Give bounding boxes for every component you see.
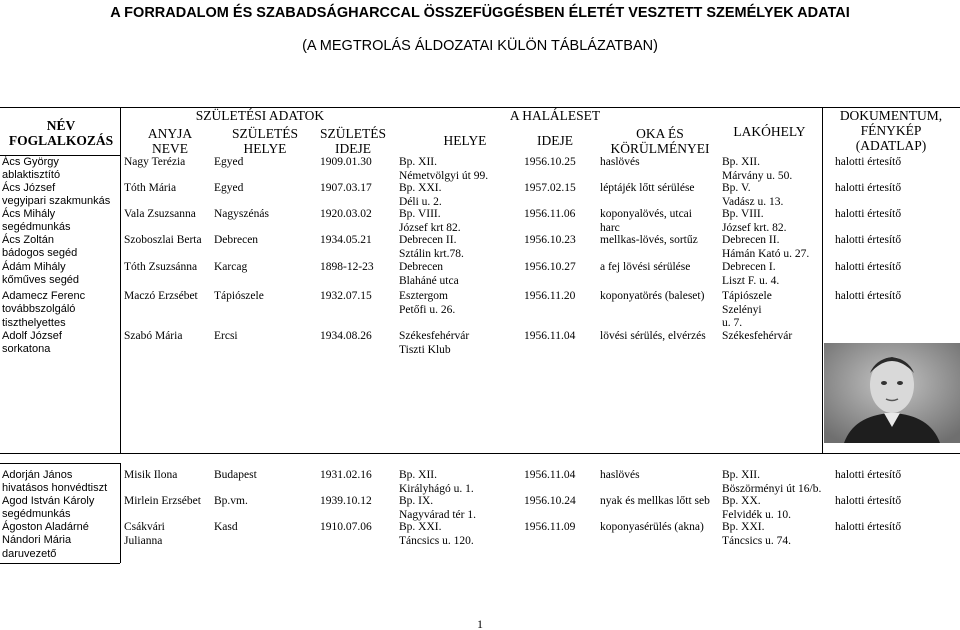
cell-cause: koponyalövés, utcai harc	[600, 208, 692, 234]
cell-job: bádogos segéd	[2, 247, 78, 259]
cell-doc: halotti értesítő	[835, 182, 902, 194]
cell-mother: Csákvári Julianna	[124, 521, 165, 547]
page-title: A FORRADALOM ÉS SZABADSÁGHARCCAL ÖSSZEFÜGGÉSBEN ÉLETÉT VESZTETT SZEMÉLYEK ADATAI	[110, 5, 850, 21]
cell-mother: Tóth Zsuzsánna	[124, 261, 198, 273]
cell-job: sorkatona	[2, 343, 51, 355]
cell-cause: koponyasérülés (akna)	[600, 521, 704, 533]
cell-death-place: Bp. XXI. Déli u. 2.	[399, 182, 442, 208]
cell-name: Ágoston Aladárné	[2, 521, 89, 533]
cell-death-place: Esztergom Petőfi u. 26.	[399, 290, 456, 316]
cell-residence: Bp. XII. Márvány u. 50.	[722, 156, 793, 182]
portrait-photo	[824, 343, 960, 443]
cell-name: Ács Mihály	[2, 208, 56, 220]
cell-doc: halotti értesítő	[835, 521, 902, 533]
cell-residence: Debrecen I. Liszt F. u. 4.	[722, 261, 780, 287]
cell-birth-date: 1934.08.26	[320, 330, 372, 342]
cell-death-date: 1956.10.23	[524, 234, 576, 246]
cell-birth-date: 1939.10.12	[320, 495, 372, 507]
cell-doc: halotti értesítő	[835, 495, 902, 507]
cell-mother: Mirlein Erzsébet	[124, 495, 201, 507]
header-halaleset: A HALÁLESET	[509, 108, 601, 123]
cell-birth-date: 1934.05.21	[320, 234, 372, 246]
cell-doc: halotti értesítő	[835, 261, 902, 273]
cell-residence: Bp. XX. Felvidék u. 10.	[722, 495, 791, 521]
cell-cause: lövési sérülés, elvérzés	[600, 330, 706, 342]
cell-birth-date: 1931.02.16	[320, 469, 372, 481]
cell-mother: Nagy Terézia	[124, 156, 186, 168]
header-halal-helye: HELYE	[443, 133, 487, 148]
cell-residence: Tápiószele Szelényi u. 7.	[722, 290, 772, 329]
cell-death-date: 1956.10.24	[524, 495, 576, 507]
cell-mother: Misik Ilona	[124, 469, 178, 481]
header-halal-ideje: IDEJE	[537, 133, 573, 148]
cell-death-date: 1957.02.15	[524, 182, 576, 194]
cell-mother: Szabó Mária	[124, 330, 183, 342]
cell-birth-place: Nagyszénás	[214, 208, 269, 220]
cell-residence: Debrecen II. Hámán Kató u. 27.	[722, 234, 810, 260]
cell-name: Ádám Mihály	[2, 261, 66, 273]
cell-residence: Bp. V. Vadász u. 13.	[722, 182, 784, 208]
cell-cause: nyak és mellkas lőtt seb	[600, 495, 710, 507]
header-adatlap: (ADATLAP)	[855, 138, 927, 153]
cell-birth-date: 1932.07.15	[320, 290, 372, 302]
cell-job: vegyipari szakmunkás	[2, 195, 111, 207]
cell-cause: koponyatörés (baleset)	[600, 290, 705, 302]
cell-residence: Bp. XII. Böszörményi út 16/b.	[722, 469, 822, 495]
header-anyja: ANYJA	[147, 126, 193, 141]
header-fenykep: FÉNYKÉP	[860, 123, 922, 138]
cell-doc: halotti értesítő	[835, 208, 902, 220]
cell-doc: halotti értesítő	[835, 234, 902, 246]
cell-birth-date: 1910.07.06	[320, 521, 372, 533]
cell-job: segédmunkás	[2, 221, 71, 233]
cell-job: kőműves segéd	[2, 274, 80, 286]
page-subtitle: (A MEGTROLÁS ÁLDOZATAI KÜLÖN TÁBLÁZATBAN)	[302, 38, 658, 54]
cell-death-place: Székesfehérvár Tiszti Klub	[399, 330, 470, 356]
cell-mother: Tóth Mária	[124, 182, 177, 194]
cell-death-date: 1956.11.20	[524, 290, 576, 302]
cell-name: Adamecz Ferenc	[2, 290, 86, 302]
cell-cause: mellkas-lövés, sortűz	[600, 234, 698, 246]
cell-death-place: Bp. XXI. Táncsics u. 120.	[399, 521, 474, 547]
cell-birth-place: Debrecen	[214, 234, 259, 246]
header-foglalkozas: FOGLALKOZÁS	[8, 133, 114, 148]
cell-name: Ács Zoltán	[2, 234, 54, 246]
header-nev: NÉV	[46, 118, 76, 133]
cell-birth-place: Egyed	[214, 182, 244, 194]
cell-residence: Bp. XXI. Táncsics u. 74.	[722, 521, 791, 547]
header-lakohely: LAKÓHELY	[733, 124, 806, 139]
cell-birth-date: 1920.03.02	[320, 208, 372, 220]
cell-birth-place: Bp.vm.	[214, 495, 248, 507]
cell-death-place: Bp. XII. Németvölgyi út 99.	[399, 156, 489, 182]
cell-death-date: 1956.10.25	[524, 156, 576, 168]
cell-death-place: Debrecen Blaháné utca	[399, 261, 459, 287]
cell-name: Adorján János	[2, 469, 73, 481]
header-szuletes-ideje-2: IDEJE	[335, 141, 371, 156]
header-szuletesi-adatok: SZÜLETÉSI ADATOK	[195, 108, 325, 123]
header-oka-2: KÖRÜLMÉNYEI	[610, 141, 710, 156]
header-szuletes-ideje-1: SZÜLETÉS	[320, 126, 386, 141]
page-number: 1	[477, 617, 483, 630]
cell-birth-date: 1909.01.30	[320, 156, 372, 168]
cell-death-date: 1956.11.04	[524, 469, 576, 481]
cell-death-date: 1956.11.04	[524, 330, 576, 342]
cell-death-date: 1956.11.06	[524, 208, 576, 220]
header-szuletes-helye-2: HELYE	[243, 141, 287, 156]
cell-birth-place: Kasd	[214, 521, 238, 533]
cell-mother: Maczó Erzsébet	[124, 290, 198, 302]
cell-job: Nándori Mária daruvezető	[2, 534, 72, 560]
cell-mother: Szoboszlai Berta	[124, 234, 202, 246]
cell-birth-place: Karcag	[214, 261, 248, 273]
cell-cause: haslövés	[600, 469, 640, 481]
cell-name: Agod István Károly	[2, 495, 95, 507]
cell-mother: Vala Zsuzsanna	[124, 208, 196, 220]
cell-job: segédmunkás	[2, 508, 71, 520]
cell-cause: haslövés	[600, 156, 640, 168]
cell-death-date: 1956.10.27	[524, 261, 576, 273]
cell-death-place: Bp. IX. Nagyvárad tér 1.	[399, 495, 476, 521]
cell-name: Ács György	[2, 156, 59, 168]
header-dokumentum: DOKUMENTUM,	[839, 108, 943, 123]
cell-residence: Bp. VIII. József krt. 82.	[722, 208, 787, 234]
cell-job: ablaktisztító	[2, 169, 61, 181]
header-oka-1: OKA ÉS	[636, 126, 684, 141]
cell-death-place: Bp. XII. Királyhágó u. 1.	[399, 469, 474, 495]
cell-doc: halotti értesítő	[835, 156, 902, 168]
header-szuletes-helye-1: SZÜLETÉS	[232, 126, 298, 141]
cell-doc: halotti értesítő	[835, 290, 902, 302]
cell-birth-date: 1907.03.17	[320, 182, 372, 194]
cell-name: Adolf József	[2, 330, 62, 342]
cell-cause: léptájék lőtt sérülése	[600, 182, 695, 194]
cell-name: Ács József	[2, 182, 56, 194]
cell-birth-place: Egyed	[214, 156, 244, 168]
cell-residence: Székesfehérvár	[722, 330, 793, 342]
cell-job: továbbszolgáló tiszthelyettes	[2, 303, 76, 329]
cell-doc: halotti értesítő	[835, 469, 902, 481]
cell-cause: a fej lövési sérülése	[600, 261, 691, 273]
cell-death-place: Debrecen II. Sztálin krt.78.	[399, 234, 464, 260]
cell-death-date: 1956.11.09	[524, 521, 576, 533]
cell-birth-place: Tápiószele	[214, 290, 264, 302]
cell-birth-place: Budapest	[214, 469, 257, 481]
cell-job: hivatásos honvédtiszt	[2, 482, 108, 494]
cell-death-place: Bp. VIII. József krt 82.	[399, 208, 461, 234]
cell-birth-place: Ercsi	[214, 330, 238, 342]
cell-birth-date: 1898-12-23	[320, 261, 374, 273]
header-neve: NEVE	[152, 141, 188, 156]
